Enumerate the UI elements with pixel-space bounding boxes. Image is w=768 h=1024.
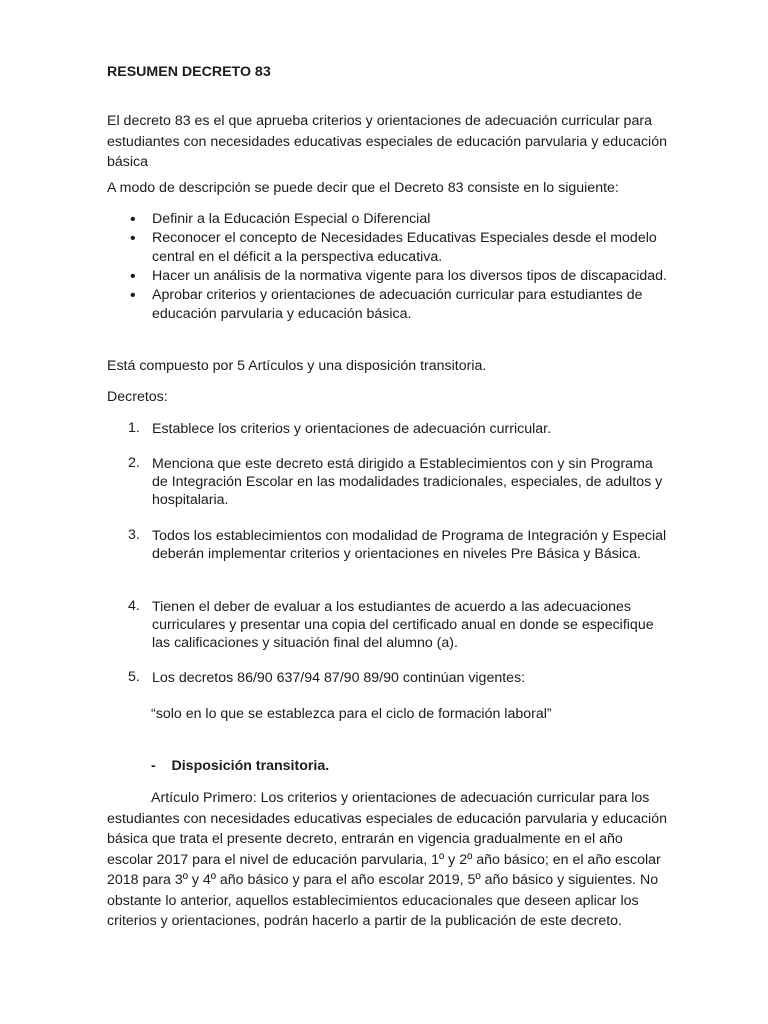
item-number: 1. xyxy=(128,420,140,436)
quote-text: “solo en lo que se establezca para el ciclo de formación laboral” xyxy=(151,706,552,722)
bullet-item: • Aprobar criterios y orientaciones de adecuación curricular para estudiantes de educación parvularia y educación básica. xyxy=(130,286,670,324)
item-number: 4. xyxy=(128,598,140,614)
item-text: Establece los criterios y orientaciones de adecuación curricular. xyxy=(152,421,552,437)
bullet-item: • Reconocer el concepto de Necesidades Educativas Especiales desde el modelo central en el déficit a la perspectiva educativa. xyxy=(130,229,670,267)
item-text: Los decretos 86/90 637/94 87/90 89/90 continúan vigentes: xyxy=(152,670,526,686)
item-text: Menciona que este decreto está dirigido a Establecimientos con y sin Programa de Integración Escolar en las modalidades tradicionales, especiales, de adultos y hospitalaria. xyxy=(152,456,663,508)
bullet-item: • Hacer un análisis de la normativa vigente para los diversos tipos de discapacidad. xyxy=(130,267,670,286)
disposicion-heading: - Disposición transitoria. xyxy=(151,758,330,774)
item-text: Todos los establecimientos con modalidad de Programa de Integración y Especial deberán implementar criterios y orientaciones en niveles Pre Básica y Básica. xyxy=(152,528,667,562)
item-text: Tienen el deber de evaluar a los estudiantes de acuerdo a las adecuaciones curriculares y presentar una copia del certificado anual en donde se especifique las calificaciones y situación final del alumno (a). xyxy=(152,599,654,651)
decretos-label: Decretos: xyxy=(107,389,168,405)
document-title: RESUMEN DECRETO 83 xyxy=(107,64,271,80)
item-number: 2. xyxy=(128,455,140,471)
composition-paragraph: Está compuesto por 5 Artículos y una disposición transitoria. xyxy=(107,358,487,374)
item-number: 5. xyxy=(128,669,140,685)
bullet-list xyxy=(130,210,670,324)
articulo-paragraph: Artículo Primero: Los criterios y orientaciones de adecuación curricular para los estudiantes con necesidades educativas especiales de educación parvularia y educación básica que trata el presente decreto, entrarán en vigencia gradualmente en el año escolar 2017 para el nivel de educación parvularia, 1º y 2º año básico; en el año escolar 2018 para 3º y 4º año básico y para el año escolar 2019, 5º año básico y siguientes. No obstante lo anterior, aquellos establecimientos educacionales que deseen aplicar los criterios y orientaciones, podrán hacerlo a partir de la publicación de este decreto. xyxy=(107,790,667,929)
item-number: 3. xyxy=(128,527,140,543)
intro-paragraph: El decreto 83 es el que aprueba criterios y orientaciones de adecuación curricular para estudiantes con necesidades educativas especiales de educación parvularia y educación básica xyxy=(107,113,667,170)
bullet-item: • Definir a la Educación Especial o Diferencial xyxy=(130,210,670,229)
description-intro: A modo de descripción se puede decir que el Decreto 83 consiste en lo siguiente: xyxy=(107,180,619,196)
